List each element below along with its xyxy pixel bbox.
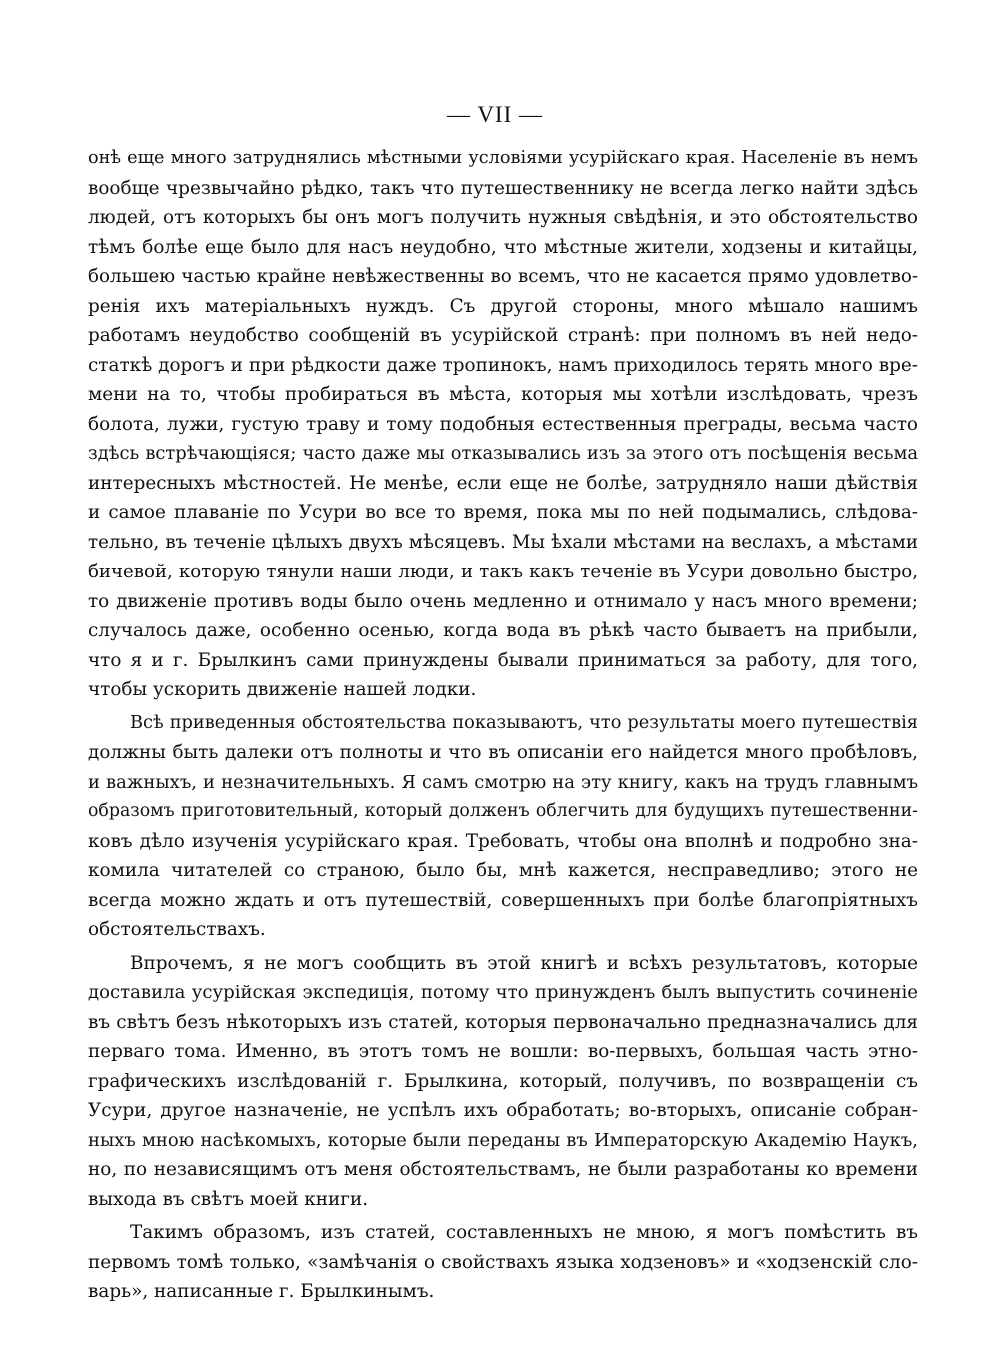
- text-line: въ свѣтъ безъ нѣкоторыхъ изъ статей, которыя первоначально предназначались для: [88, 1011, 918, 1033]
- text-line: графическихъ изслѣдованій г. Брылкина, который, получивъ, по возвращеніи съ: [88, 1070, 918, 1092]
- paragraph: [88, 709, 918, 945]
- text-line: но, по независящимъ отъ меня обстоятельствамъ, не были разработаны ко времени: [88, 1159, 918, 1180]
- text-line: ренія ихъ матеріальныхъ нуждъ. Съ другой стороны, много мѣшало нашимъ: [88, 295, 918, 317]
- paragraph: [88, 1218, 918, 1307]
- text-line: и важныхъ, и незначительныхъ. Я самъ смотрю на эту книгу, какъ на трудъ главнымъ: [88, 771, 918, 793]
- text-line: бичевой, которую тянули наши люди, и такъ какъ теченіе въ Усури довольно быстро,: [88, 561, 918, 582]
- paragraph: [88, 949, 918, 1215]
- text-line: болота, лужи, густую траву и тому подобныя естественныя преграды, весьма часто: [88, 413, 918, 435]
- text-line: что я и г. Брылкинъ сами принуждены бывали приниматься за работу, для того,: [88, 649, 918, 671]
- text-line: большею частью крайне невѣжественны во всемъ, что не касается прямо удовлетво-: [88, 266, 918, 287]
- text-line: чтобы ускорить движеніе нашей лодки.: [88, 679, 477, 700]
- text-line: перваго тома. Именно, въ этотъ томъ не вошли: во-первыхъ, большая часть этно-: [88, 1041, 918, 1062]
- text-line: случалось даже, особенно осенью, когда вода въ рѣкѣ часто бываетъ на прибыли,: [88, 620, 918, 641]
- text-line: образомъ приготовительный, который долженъ облегчить для будущихъ путешественни-: [88, 801, 918, 821]
- text-line: Усури, другое назначеніе, не успѣлъ ихъ обработать; во-вторыхъ, описаніе собран-: [88, 1100, 918, 1121]
- text-line: здѣсь встрѣчающіяся; часто даже мы отказывались изъ за этого отъ посѣщенія весьма: [88, 443, 918, 464]
- text-line: варь», написанные г. Брылкинымъ.: [88, 1281, 435, 1302]
- text-line: ныхъ мною насѣкомыхъ, которые были переданы въ Императорскую Академію Наукъ,: [88, 1129, 918, 1151]
- text-line: онѣ еще много затруднялись мѣстными условіями усурійскаго края. Населеніе въ немъ: [88, 148, 918, 168]
- text-line: Такимъ образомъ, изъ статей, составленныхъ не мною, я могъ помѣстить въ: [130, 1222, 918, 1243]
- text-line: статкѣ дорогъ и при рѣдкости даже тропинокъ, намъ приходилось терять много вре-: [88, 354, 918, 376]
- text-line: интересныхъ мѣстностей. Не менѣе, если еще не болѣе, затрудняло наши дѣйствія: [88, 472, 918, 494]
- text-line: то движеніе противъ воды было очень медленно и отнимало у насъ много времени;: [88, 590, 918, 612]
- page-number: — VII —: [446, 102, 543, 127]
- text-line: всегда можно ждать и отъ путешествій, совершенныхъ при болѣе благопріятныхъ: [88, 889, 918, 911]
- text-line: работамъ неудобство сообщеній въ усурійской странѣ: при полномъ въ ней недо-: [88, 325, 918, 346]
- text-line: ковъ дѣло изученія усурійскаго края. Требовать, чтобы она вполнѣ и подробно зна-: [88, 830, 918, 852]
- text-line: тѣмъ болѣе еще было для насъ неудобно, что мѣстные жители, ходзены и китайцы,: [88, 236, 918, 258]
- text-line: Впрочемъ, я не могъ сообщить въ этой книгѣ и всѣхъ результатовъ, которые: [130, 952, 918, 974]
- text-line: выхода въ свѣтъ моей книги.: [88, 1188, 369, 1210]
- text-line: Всѣ приведенныя обстоятельства показываютъ, что результаты моего путешествія: [130, 712, 918, 733]
- text-line: мени на то, чтобы пробираться въ мѣста, которыя мы хотѣли изслѣдовать, чрезъ: [88, 384, 918, 405]
- text-line: доставила усурійская экспедиція, потому что принужденъ былъ выпустить сочиненіе: [88, 982, 918, 1003]
- text-line: первомъ томѣ только, «замѣчанія о свойствахъ языка ходзеновъ» и «ходзенскій сло-: [88, 1251, 918, 1273]
- text-line: тельно, въ теченіе цѣлыхъ двухъ мѣсяцевъ. Мы ѣхали мѣстами на веслахъ, а мѣстами: [88, 531, 918, 553]
- text-line: вообще чрезвычайно рѣдко, такъ что путешественнику не всегда легко найти здѣсь: [88, 177, 918, 199]
- text-line: обстоятельствахъ.: [88, 919, 266, 940]
- text-line: людей, отъ которыхъ бы онъ могъ получить нужныя свѣдѣнія, и это обстоятельство: [88, 207, 918, 228]
- paragraph: [88, 144, 918, 705]
- text-line: и самое плаваніе по Усури во все то время, пока мы по ней подымались, слѣдова-: [88, 502, 918, 523]
- text-line: должны быть далеки отъ полноты и что въ описаніи его найдется много пробѣловъ,: [88, 742, 918, 763]
- book-page: [88, 100, 918, 1307]
- text-line: комила читателей со страною, было бы, мнѣ кажется, несправедливо; этого не: [88, 860, 918, 881]
- page-text-body: [88, 144, 918, 1307]
